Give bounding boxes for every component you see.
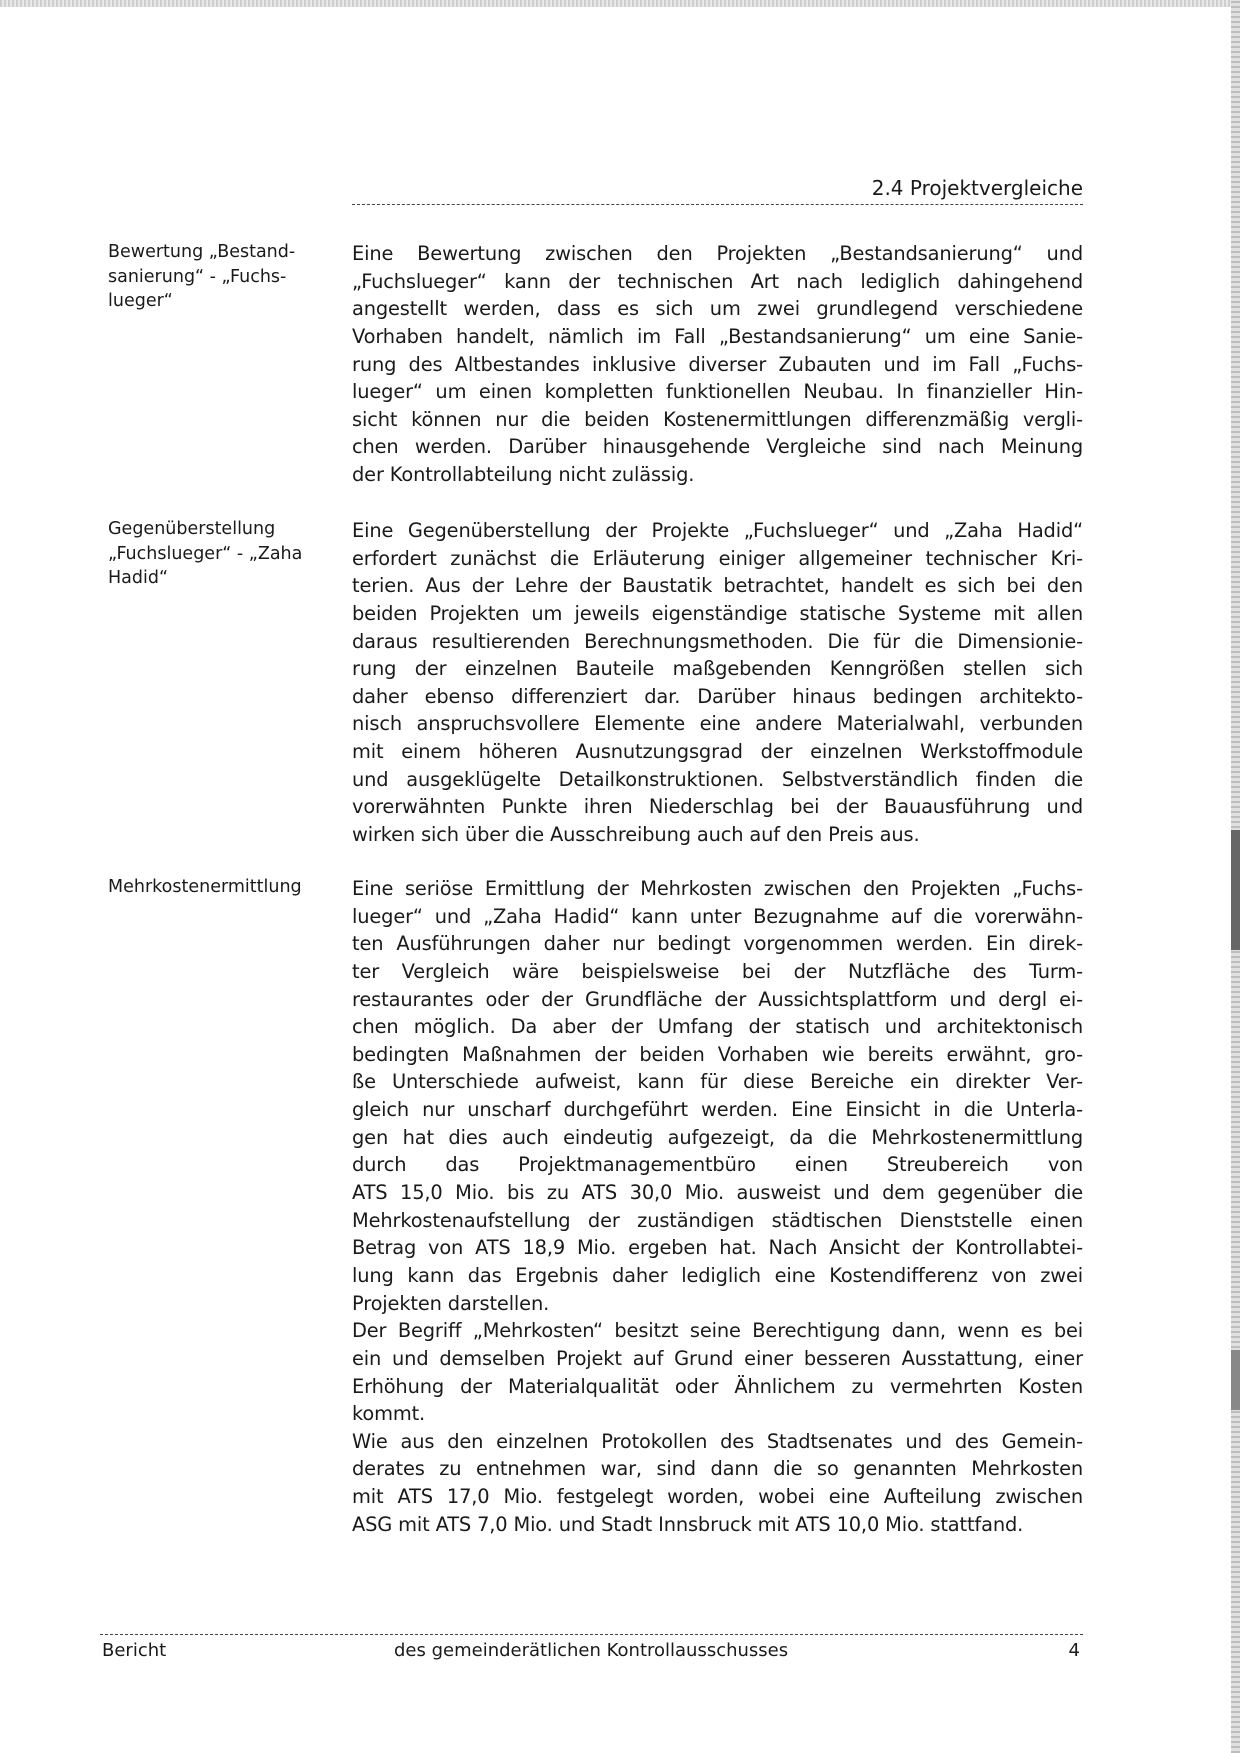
text-line: Projekten darstellen. [352,1291,550,1315]
scan-edge-right [1231,0,1240,1753]
footer-divider [100,1634,1083,1635]
running-header: 2.4 Projektvergleiche [871,176,1083,200]
body-text [352,517,1083,849]
text-line: lueger“ um einen kompletten funktionellen Neubau. In finanzieller Hin- [352,380,1083,404]
margin-label-line: Gegenüberstellung [108,519,276,539]
margin-label-line: Hadid“ [108,568,169,588]
text-line: Mehrkostenaufstellung der zuständigen städtischen Dienststelle einen [352,1208,1083,1232]
footer-left: Bericht [102,1640,167,1661]
text-line: derates zu entnehmen war, sind dann die so genannten Mehrkosten [352,1457,1083,1481]
text-line: Vorhaben handelt, nämlich im Fall „Bestandsanierung“ um eine Sanie- [352,324,1083,348]
page-number: 4 [1068,1640,1080,1661]
text-line: mit ATS 17,0 Mio. festgelegt worden, wobei eine Aufteilung zwischen [352,1485,1083,1509]
text-line: angestellt werden, dass es sich um zwei grundlegend verschiedene [352,297,1083,321]
scan-edge-top [0,0,1240,7]
text-line: und ausgeklügelte Detailkonstruktionen. Selbstverständlich finden die [352,767,1083,791]
text-line: gleich nur unscharf durchgeführt werden. Eine Einsicht in die Unterla- [352,1098,1083,1122]
text-line: ße Unterschiede aufweist, kann für diese Bereiche ein direkter Ver- [352,1070,1083,1094]
margin-label [108,240,318,314]
text-line: lung kann das Ergebnis daher lediglich eine Kostendifferenz von zwei [352,1263,1083,1287]
text-line: restaurantes oder der Grundfläche der Aussichtsplattform und dergl ei- [352,987,1083,1011]
text-line: wirken sich über die Ausschreibung auch auf den Preis aus. [352,823,920,847]
text-line: Eine Gegenüberstellung der Projekte „Fuchslueger“ und „Zaha Hadid“ [352,519,1083,542]
text-line: Wie aus den einzelnen Protokollen des Stadtsenates und des Gemein- [352,1429,1083,1453]
margin-label [108,875,318,900]
text-line: rung des Altbestandes inklusive diverser Zubauten und im Fall „Fuchs- [352,352,1083,376]
text-line: gen hat dies auch eindeutig aufgezeigt, da die Mehrkostenermittlung [352,1125,1083,1149]
text-line: ASG mit ATS 7,0 Mio. und Stadt Innsbruck mit ATS 10,0 Mio. stattfand. [352,1512,1024,1536]
scan-shadow [1231,830,1240,950]
margin-label-line: „Fuchslueger“ - „Zaha [108,543,303,564]
body-text [352,240,1083,489]
text-line: Betrag von ATS 18,9 Mio. ergeben hat. Nach Ansicht der Kontrollabtei- [352,1236,1083,1260]
text-line: beiden Projekten um jeweils eigenständige statische Systeme mit allen [352,601,1083,625]
text-line: Erhöhung der Materialqualität oder Ähnlichem zu vermehrten Kosten [352,1374,1083,1398]
text-line: „Fuchslueger“ kann der technischen Art nach lediglich dahingehend [352,269,1083,293]
text-line: sicht können nur die beiden Kostenermittlungen differenzmäßig vergli- [352,407,1083,431]
margin-label-line: Bewertung „Bestand- [108,242,296,262]
text-line: Eine Bewertung zwischen den Projekten „Bestandsanierung“ und [352,242,1083,265]
text-line: kommt. [352,1402,426,1426]
text-line: chen werden. Darüber hinausgehende Vergleiche sind nach Meinung [352,435,1083,459]
header-divider [352,204,1083,205]
text-line: Der Begriff „Mehrkosten“ besitzt seine Berechtigung dann, wenn es bei [352,1319,1083,1343]
text-line: nisch anspruchsvollere Elemente eine andere Materialwahl, verbunden [352,712,1083,736]
text-line: ATS 15,0 Mio. bis zu ATS 30,0 Mio. ausweist und dem gegenüber die [352,1181,1083,1205]
margin-label [108,517,318,591]
text-line: rung der einzelnen Bauteile maßgebenden Kenngrößen stellen sich [352,657,1083,681]
text-line: ten Ausführungen daher nur bedingt vorgenommen werden. Ein direk- [352,932,1083,956]
margin-label-line: sanierung“ - „Fuchs- [108,266,287,287]
text-line: mit einem höheren Ausnutzungsgrad der einzelnen Werkstoffmodule [352,740,1083,764]
body-text [352,875,1083,1538]
text-line: daher ebenso differenziert dar. Darüber hinaus bedingen architekto- [352,684,1083,708]
text-line: lueger“ und „Zaha Hadid“ kann unter Bezugnahme auf die vorerwähn- [352,904,1083,928]
paragraph [352,1317,1083,1428]
margin-label-line: lueger“ [108,291,173,311]
scan-shadow [1231,1350,1240,1410]
text-line: terien. Aus der Lehre der Baustatik betrachtet, handelt es sich bei den [352,574,1083,598]
text-line: chen möglich. Da aber der Umfang der statisch und architektonisch [352,1015,1083,1039]
footer-center: des gemeinderätlichen Kontrollausschusses [394,1640,789,1661]
text-line: der Kontrollabteilung nicht zulässig. [352,463,695,487]
text-line: durch das Projektmanagementbüro einen Streubereich von [352,1153,1083,1177]
text-line: erfordert zunächst die Erläuterung einiger allgemeiner technischer Kri- [352,546,1083,570]
paragraph [352,240,1083,489]
text-line: ter Vergleich wäre beispielsweise bei der Nutzfläche des Turm- [352,959,1083,983]
text-line: ein und demselben Projekt auf Grund einer besseren Ausstattung, einer [352,1346,1083,1370]
paragraph [352,1428,1083,1539]
paragraph [352,875,1083,1317]
margin-label-line: Mehrkostenermittlung [108,877,302,897]
text-line: Eine seriöse Ermittlung der Mehrkosten zwischen den Projekten „Fuchs- [352,877,1083,900]
text-line: daraus resultierenden Berechnungsmethoden. Die für die Dimensionie- [352,629,1083,653]
text-line: vorerwähnten Punkte ihren Niederschlag bei der Bauausführung und [352,795,1083,819]
text-line: bedingten Maßnahmen der beiden Vorhaben wie bereits erwähnt, gro- [352,1042,1083,1066]
paragraph [352,517,1083,849]
